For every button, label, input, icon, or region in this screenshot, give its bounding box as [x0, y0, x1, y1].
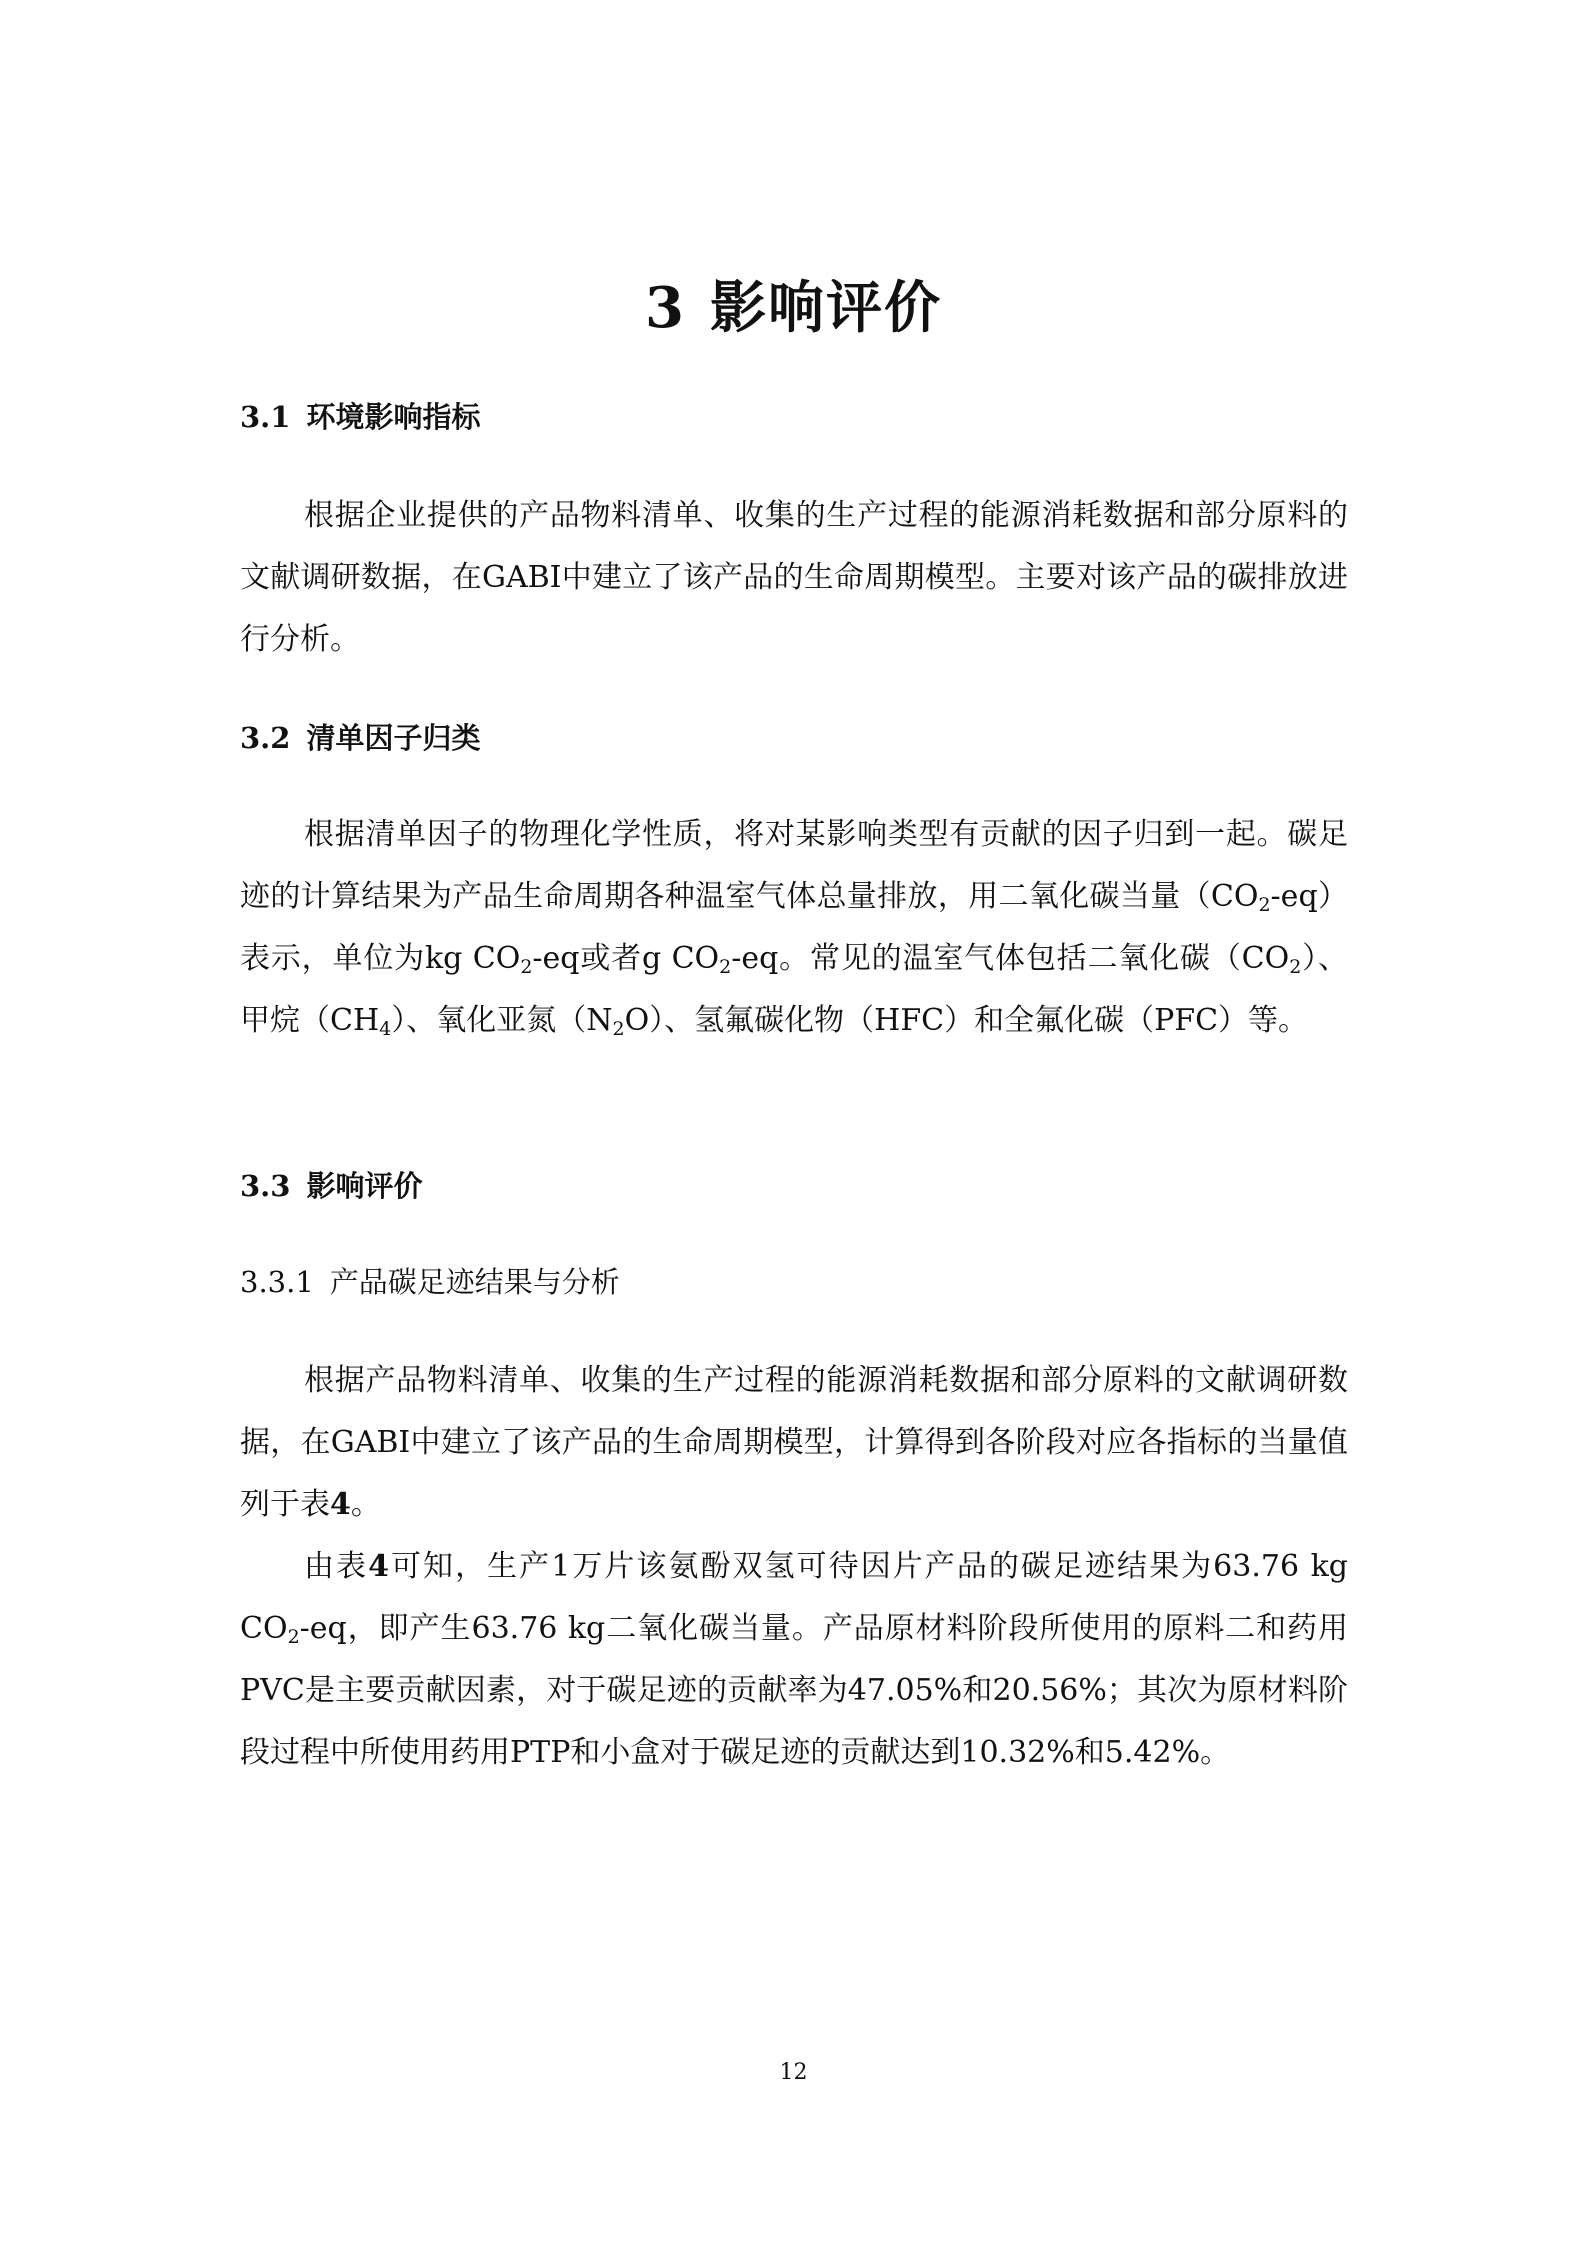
section-number: 3.1 [240, 400, 291, 434]
subsection-title: 产品碳足迹结果与分析 [329, 1265, 620, 1299]
subscript: 2 [719, 956, 732, 978]
text-run: ）、甲烷（CH [240, 941, 1348, 1038]
section-heading-3-1 [240, 397, 480, 437]
table-reference: 4 [368, 1549, 389, 1584]
text-run: -eq。常见的温室气体包括二氧化碳（CO [731, 941, 1290, 976]
section-heading-3-2 [240, 718, 480, 758]
subscript: 2 [612, 1018, 625, 1040]
text-run: 由表 [304, 1549, 369, 1584]
section-heading-3-3 [240, 1166, 422, 1206]
section-title: 影响评价 [306, 1169, 423, 1203]
subsection-number: 3.3.1 [240, 1265, 314, 1299]
section-title: 环境影响指标 [306, 400, 481, 434]
section-3-2-paragraph [240, 804, 1348, 1052]
text-run: -eq，即产生63.76 kg二氧化碳当量。产品原材料阶段所使用的原料二和药用PVC是主要贡献因素，对于碳足迹的贡献率为47.05%和20.56%；其次为原材料阶段过程中所使用药用PTP和小盒对于碳足迹的贡献达到10.32%和5.42%。 [240, 1611, 1348, 1770]
text-run: -eq）表示，单位为kg CO [240, 879, 1348, 976]
chapter-title [0, 268, 1587, 348]
subscript: 2 [287, 1626, 300, 1648]
section-title: 清单因子归类 [306, 721, 481, 755]
text-run: 根据清单因子的物理化学性质，将对某影响类型有贡献的因子归到一起。碳足迹的计算结果为产品生命周期各种温室气体总量排放，用二氧化碳当量（CO [240, 817, 1348, 914]
subsection-3-3-1-paragraph-2 [240, 1536, 1348, 1784]
text-run: O）、氢氟碳化物（HFC）和全氟化碳（PFC）等。 [624, 1003, 1309, 1038]
subscript: 2 [1258, 894, 1271, 916]
subsection-3-3-1-paragraph-1 [240, 1350, 1348, 1536]
table-reference: 4 [330, 1487, 351, 1522]
text-run: 根据产品物料清单、收集的生产过程的能源消耗数据和部分原料的文献调研数据，在GABI中建立了该产品的生命周期模型，计算得到各阶段对应各指标的当量值列于表 [240, 1363, 1348, 1522]
subscript: 2 [520, 956, 533, 978]
section-3-1-paragraph: 根据企业提供的产品物料清单、收集的生产过程的能源消耗数据和部分原料的文献调研数据，在GABI中建立了该产品的生命周期模型。主要对该产品的碳排放进行分析。 [240, 498, 1348, 657]
text-run: -eq或者g CO [532, 941, 720, 976]
subscript: 2 [1289, 956, 1302, 978]
subsection-heading-3-3-1 [240, 1262, 620, 1302]
page-number: 12 [779, 2060, 808, 2085]
chapter-number: 3 [645, 275, 686, 341]
section-number: 3.2 [240, 721, 291, 755]
subscript: 4 [379, 1018, 392, 1040]
text-run: 可知，生产1万片该氨酚双氢可待因片产品的碳足迹结果为63.76 kg CO [240, 1549, 1349, 1646]
text-run: 。 [350, 1487, 381, 1522]
chapter-title-text: 影响评价 [709, 275, 942, 341]
section-number: 3.3 [240, 1169, 291, 1203]
text-run: ）、氧化亚氮（N [391, 1003, 613, 1038]
